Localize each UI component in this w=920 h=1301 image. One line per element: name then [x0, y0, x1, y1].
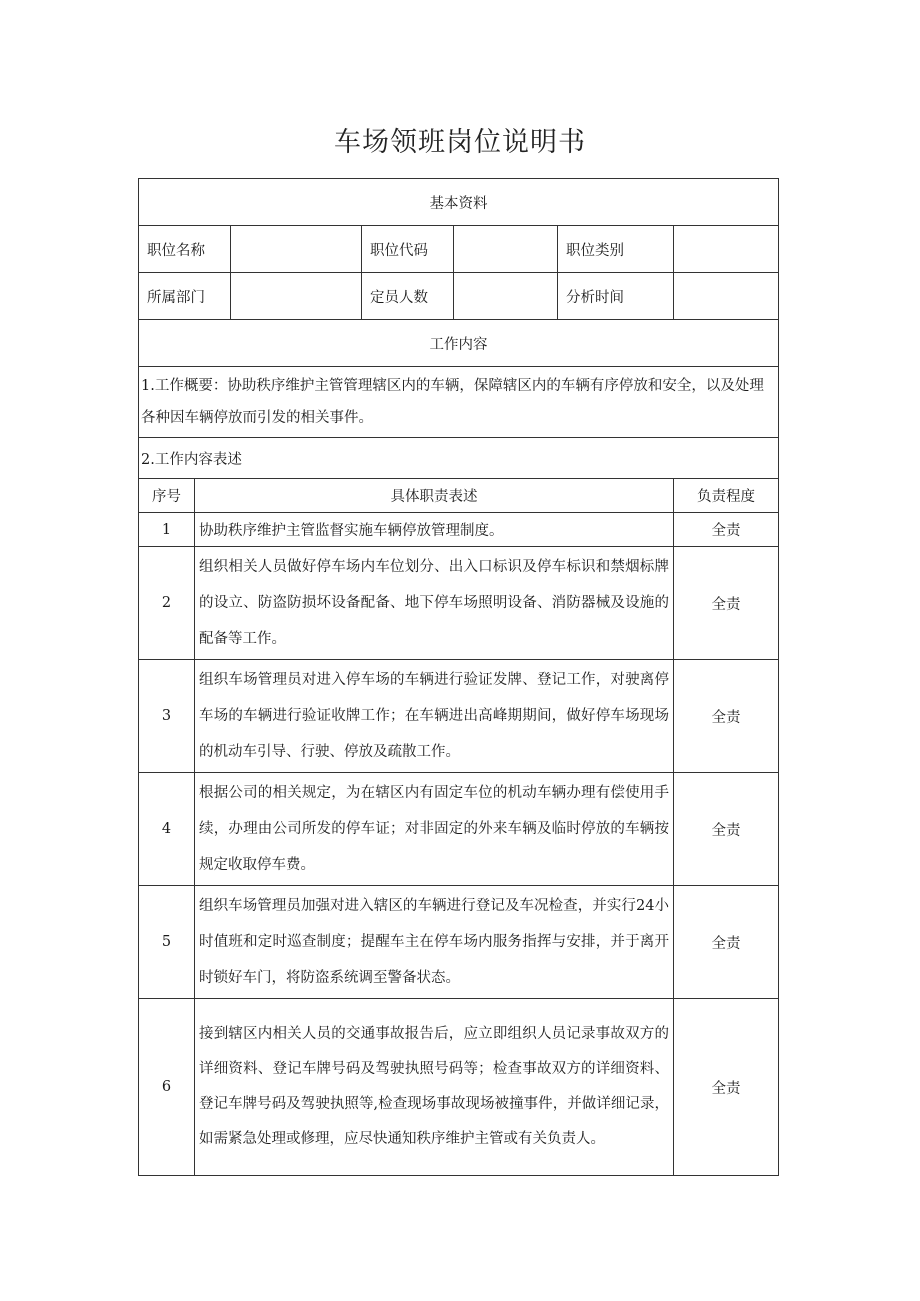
page-title: 车场领班岗位说明书 — [334, 127, 586, 158]
work-section-label: 工作内容 — [139, 320, 779, 367]
column-header-row — [139, 479, 779, 513]
department-label: 所属部门 — [139, 273, 231, 320]
position-code-value — [454, 226, 558, 273]
table-row — [139, 547, 779, 660]
col-header-duty: 具体职责表述 — [195, 479, 674, 513]
basic-row-2 — [139, 273, 779, 320]
table-row — [139, 660, 779, 773]
col-header-no: 序号 — [139, 479, 195, 513]
duty-text: 组织相关人员做好停车场内车位划分、出入口标识及停车标识和禁烟标牌的设立、防盗防损坏设备配备、地下停车场照明设备、消防器械及设施的配备等工作。 — [195, 547, 674, 660]
basic-section-label: 基本资料 — [139, 179, 779, 226]
headcount-label: 定员人数 — [362, 273, 454, 320]
duty-number: 3 — [139, 660, 195, 773]
position-name-label: 职位名称 — [139, 226, 231, 273]
position-category-label: 职位类别 — [558, 226, 674, 273]
table-row — [139, 513, 779, 547]
duty-text: 协助秩序维护主管监督实施车辆停放管理制度。 — [195, 513, 674, 547]
duty-number: 5 — [139, 886, 195, 999]
duty-text: 组织车场管理员对进入停车场的车辆进行验证发牌、登记工作，对驶离停车场的车辆进行验证收牌工作；在车辆进出高峰期期间，做好停车场现场的机动车引导、行驶、停放及疏散工作。 — [195, 660, 674, 773]
duty-level: 全责 — [674, 999, 779, 1176]
table-row — [139, 773, 779, 886]
duty-text: 根据公司的相关规定，为在辖区内有固定车位的机动车辆办理有偿使用手续，办理由公司所发的停车证；对非固定的外来车辆及临时停放的车辆按规定收取停车费。 — [195, 773, 674, 886]
duty-number: 4 — [139, 773, 195, 886]
basic-row-1 — [139, 226, 779, 273]
basic-section-row — [139, 179, 779, 226]
content-heading-row — [139, 438, 779, 479]
duty-number: 6 — [139, 999, 195, 1176]
position-code-label: 职位代码 — [362, 226, 454, 273]
duty-text: 接到辖区内相关人员的交通事故报告后，应立即组织人员记录事故双方的详细资料、登记车牌号码及驾驶执照号码等；检查事故双方的详细资料、登记车牌号码及驾驶执照等,检查现场事故现场被撞事件，并做详细记录，如需紧急处理或修理，应尽快通知秩序维护主管或有关负责人。 — [195, 999, 674, 1176]
overview-row — [139, 367, 779, 438]
job-description-table — [138, 178, 779, 1176]
position-category-value — [674, 226, 779, 273]
duty-level: 全责 — [674, 773, 779, 886]
work-section-row — [139, 320, 779, 367]
content-heading: 2.工作内容表述 — [139, 438, 779, 479]
table-row — [139, 999, 779, 1176]
work-overview: 1.工作概要：协助秩序维护主管管理辖区内的车辆，保障辖区内的车辆有序停放和安全，以及处理各种因车辆停放而引发的相关事件。 — [139, 367, 779, 438]
duty-number: 2 — [139, 547, 195, 660]
duty-level: 全责 — [674, 886, 779, 999]
position-name-value — [231, 226, 362, 273]
analysis-time-value — [674, 273, 779, 320]
table-row — [139, 886, 779, 999]
duty-level: 全责 — [674, 660, 779, 773]
duty-level: 全责 — [674, 513, 779, 547]
analysis-time-label: 分析时间 — [558, 273, 674, 320]
duty-text: 组织车场管理员加强对进入辖区的车辆进行登记及车况检查，并实行24小时值班和定时巡查制度；提醒车主在停车场内服务指挥与安排，并于离开时锁好车门，将防盗系统调至警备状态。 — [195, 886, 674, 999]
duty-number: 1 — [139, 513, 195, 547]
headcount-value — [454, 273, 558, 320]
col-header-level: 负责程度 — [674, 479, 779, 513]
duty-level: 全责 — [674, 547, 779, 660]
department-value — [231, 273, 362, 320]
